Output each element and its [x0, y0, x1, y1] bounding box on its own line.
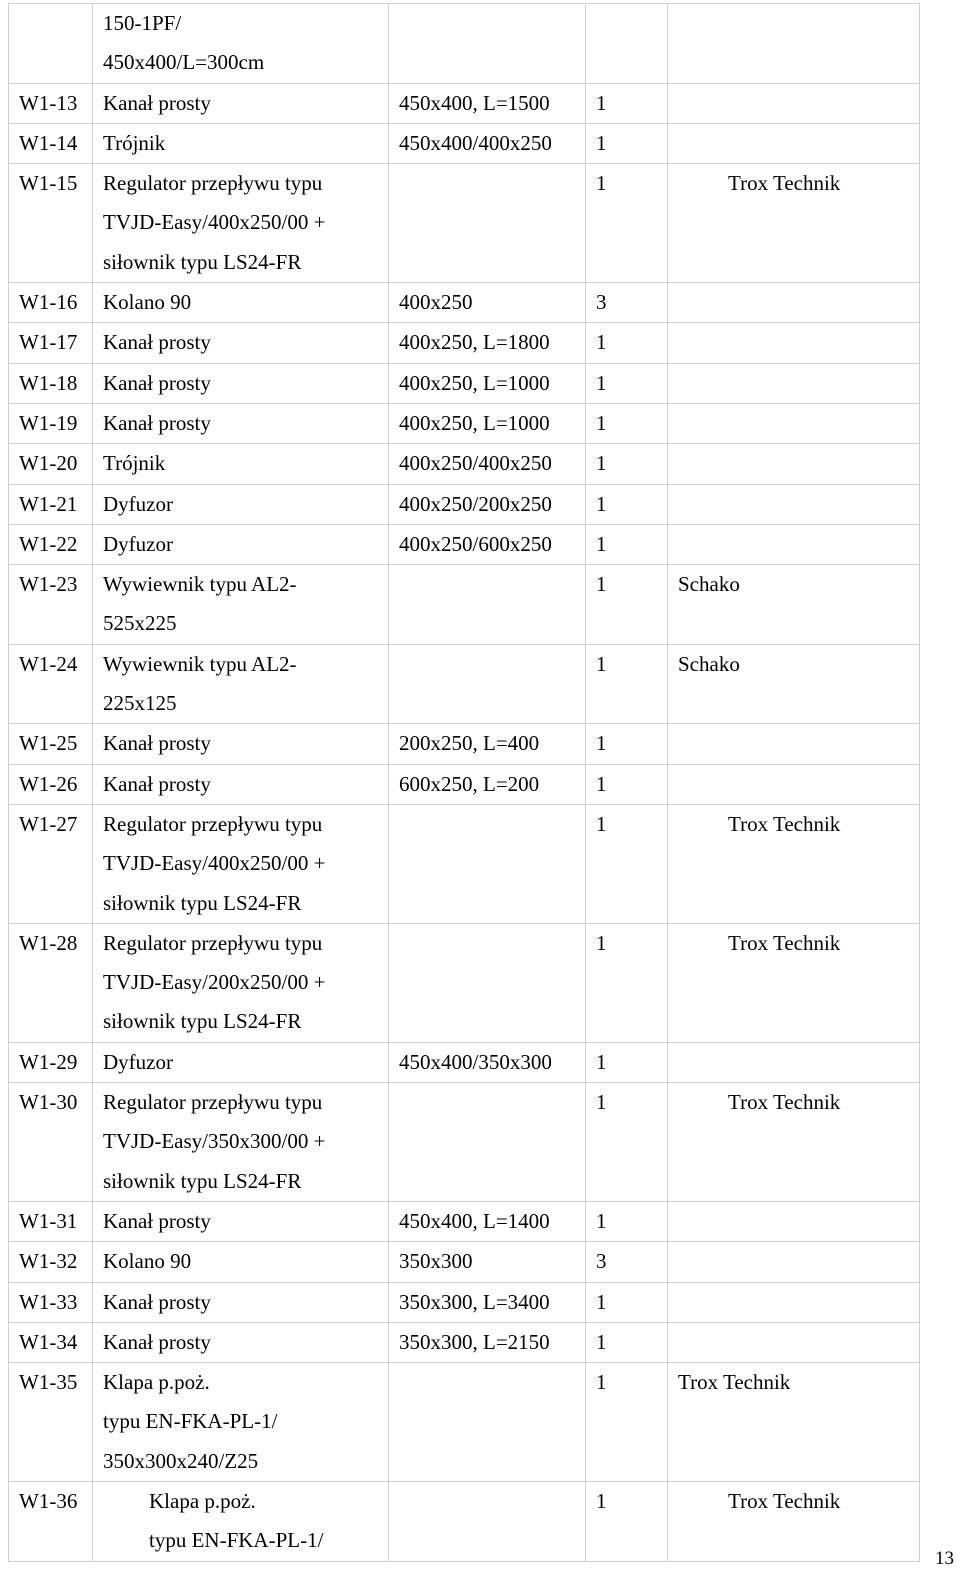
cell-size	[389, 164, 586, 283]
cell-qty: 1	[586, 764, 668, 804]
cell-manufacturer	[668, 283, 920, 323]
cell-code: W1-15	[9, 164, 93, 283]
table-row	[9, 565, 920, 645]
cell-size	[389, 565, 586, 645]
table-row	[9, 1242, 920, 1282]
cell-name: Kanał prosty	[93, 724, 389, 764]
cell-qty: 1	[586, 524, 668, 564]
table-row	[9, 363, 920, 403]
cell-manufacturer	[668, 363, 920, 403]
cell-size	[389, 1083, 586, 1202]
cell-qty: 1	[586, 1201, 668, 1241]
cell-manufacturer	[668, 484, 920, 524]
table-row	[9, 403, 920, 443]
cell-name: Regulator przepływu typu TVJD-Easy/200x250/00 + siłownik typu LS24-FR	[93, 923, 389, 1042]
cell-size: 400x250/600x250	[389, 524, 586, 564]
cell-qty: 1	[586, 1481, 668, 1561]
table-row	[9, 524, 920, 564]
cell-size: 600x250, L=200	[389, 764, 586, 804]
equipment-table-body	[9, 4, 920, 1562]
cell-qty: 1	[586, 444, 668, 484]
cell-code: W1-28	[9, 923, 93, 1042]
cell-name: Kanał prosty	[93, 403, 389, 443]
cell-size: 400x250	[389, 283, 586, 323]
cell-qty	[586, 4, 668, 84]
cell-code: W1-33	[9, 1282, 93, 1322]
cell-qty: 1	[586, 123, 668, 163]
cell-manufacturer	[668, 323, 920, 363]
cell-size	[389, 923, 586, 1042]
cell-code: W1-31	[9, 1201, 93, 1241]
cell-manufacturer	[668, 83, 920, 123]
cell-qty: 1	[586, 83, 668, 123]
cell-qty: 1	[586, 484, 668, 524]
cell-size	[389, 1363, 586, 1482]
cell-manufacturer: Trox Technik	[668, 923, 920, 1042]
cell-manufacturer: Trox Technik	[668, 1481, 920, 1561]
table-row	[9, 764, 920, 804]
cell-code: W1-17	[9, 323, 93, 363]
cell-manufacturer: Trox Technik	[668, 1083, 920, 1202]
cell-name: Kanał prosty	[93, 83, 389, 123]
table-row	[9, 1042, 920, 1082]
table-row	[9, 1083, 920, 1202]
cell-name: Kanał prosty	[93, 1322, 389, 1362]
table-row	[9, 724, 920, 764]
cell-code: W1-34	[9, 1322, 93, 1362]
cell-qty: 1	[586, 363, 668, 403]
cell-size	[389, 644, 586, 724]
table-row	[9, 83, 920, 123]
cell-qty: 1	[586, 1282, 668, 1322]
cell-code: W1-29	[9, 1042, 93, 1082]
cell-size: 450x400, L=1400	[389, 1201, 586, 1241]
table-row	[9, 1282, 920, 1322]
cell-manufacturer	[668, 1242, 920, 1282]
cell-size	[389, 1481, 586, 1561]
cell-code: W1-35	[9, 1363, 93, 1482]
cell-code: W1-14	[9, 123, 93, 163]
cell-manufacturer: Trox Technik	[668, 164, 920, 283]
table-row	[9, 283, 920, 323]
cell-code: W1-30	[9, 1083, 93, 1202]
cell-manufacturer	[668, 1282, 920, 1322]
cell-size: 350x300, L=2150	[389, 1322, 586, 1362]
cell-qty: 1	[586, 403, 668, 443]
cell-size: 450x400/400x250	[389, 123, 586, 163]
cell-name: Regulator przepływu typu TVJD-Easy/350x300/00 + siłownik typu LS24-FR	[93, 1083, 389, 1202]
cell-name: Regulator przepływu typu TVJD-Easy/400x250/00 + siłownik typu LS24-FR	[93, 164, 389, 283]
table-row	[9, 804, 920, 923]
cell-qty: 1	[586, 724, 668, 764]
cell-manufacturer	[668, 123, 920, 163]
cell-code: W1-24	[9, 644, 93, 724]
cell-name: Kanał prosty	[93, 323, 389, 363]
cell-size: 400x250, L=1000	[389, 363, 586, 403]
cell-size: 400x250, L=1000	[389, 403, 586, 443]
cell-name: Regulator przepływu typu TVJD-Easy/400x250/00 + siłownik typu LS24-FR	[93, 804, 389, 923]
cell-manufacturer: Schako	[668, 644, 920, 724]
equipment-table	[8, 3, 920, 1562]
cell-name: Trójnik	[93, 123, 389, 163]
cell-size: 450x400, L=1500	[389, 83, 586, 123]
cell-code: W1-25	[9, 724, 93, 764]
cell-manufacturer	[668, 1201, 920, 1241]
cell-code: W1-36	[9, 1481, 93, 1561]
cell-code: W1-18	[9, 363, 93, 403]
table-row	[9, 923, 920, 1042]
cell-manufacturer	[668, 1322, 920, 1362]
cell-name: Dyfuzor	[93, 524, 389, 564]
cell-name: Kolano 90	[93, 283, 389, 323]
cell-code: W1-19	[9, 403, 93, 443]
cell-manufacturer: Schako	[668, 565, 920, 645]
cell-code: W1-20	[9, 444, 93, 484]
cell-name: Klapa p.poż. typu EN-FKA-PL-1/	[93, 1481, 389, 1561]
cell-size	[389, 4, 586, 84]
cell-qty: 3	[586, 283, 668, 323]
cell-qty: 1	[586, 923, 668, 1042]
cell-manufacturer	[668, 724, 920, 764]
table-row	[9, 164, 920, 283]
table-row	[9, 1322, 920, 1362]
table-row	[9, 484, 920, 524]
cell-qty: 1	[586, 323, 668, 363]
cell-name: Wywiewnik typu AL2- 225x125	[93, 644, 389, 724]
cell-manufacturer	[668, 1042, 920, 1082]
cell-code: W1-16	[9, 283, 93, 323]
table-row	[9, 1201, 920, 1241]
cell-qty: 1	[586, 1042, 668, 1082]
cell-qty: 1	[586, 1363, 668, 1482]
cell-code	[9, 4, 93, 84]
table-row	[9, 644, 920, 724]
cell-code: W1-26	[9, 764, 93, 804]
cell-size: 200x250, L=400	[389, 724, 586, 764]
cell-name: Kanał prosty	[93, 1201, 389, 1241]
cell-manufacturer	[668, 4, 920, 84]
cell-code: W1-23	[9, 565, 93, 645]
table-row	[9, 323, 920, 363]
table-row	[9, 1363, 920, 1482]
cell-name: Dyfuzor	[93, 484, 389, 524]
cell-manufacturer	[668, 444, 920, 484]
table-row	[9, 444, 920, 484]
cell-name: Kanał prosty	[93, 1282, 389, 1322]
cell-size: 350x300	[389, 1242, 586, 1282]
cell-size: 400x250/400x250	[389, 444, 586, 484]
cell-name: Wywiewnik typu AL2- 525x225	[93, 565, 389, 645]
cell-code: W1-13	[9, 83, 93, 123]
cell-name: Kolano 90	[93, 1242, 389, 1282]
cell-manufacturer	[668, 764, 920, 804]
cell-code: W1-21	[9, 484, 93, 524]
table-row	[9, 4, 920, 84]
cell-size: 350x300, L=3400	[389, 1282, 586, 1322]
cell-manufacturer: Trox Technik	[668, 1363, 920, 1482]
cell-qty: 1	[586, 804, 668, 923]
table-row	[9, 1481, 920, 1561]
cell-name: Dyfuzor	[93, 1042, 389, 1082]
cell-qty: 1	[586, 644, 668, 724]
cell-name: Kanał prosty	[93, 363, 389, 403]
cell-code: W1-27	[9, 804, 93, 923]
cell-manufacturer	[668, 403, 920, 443]
cell-manufacturer: Trox Technik	[668, 804, 920, 923]
cell-qty: 1	[586, 164, 668, 283]
cell-qty: 1	[586, 1083, 668, 1202]
page-number: 13	[935, 1548, 954, 1569]
cell-qty: 3	[586, 1242, 668, 1282]
cell-size: 400x250/200x250	[389, 484, 586, 524]
cell-name: 150-1PF/ 450x400/L=300cm	[93, 4, 389, 84]
cell-code: W1-22	[9, 524, 93, 564]
cell-name: Klapa p.poż. typu EN-FKA-PL-1/ 350x300x240/Z25	[93, 1363, 389, 1482]
cell-manufacturer	[668, 524, 920, 564]
cell-name: Trójnik	[93, 444, 389, 484]
table-row	[9, 123, 920, 163]
cell-size: 450x400/350x300	[389, 1042, 586, 1082]
cell-qty: 1	[586, 565, 668, 645]
cell-size	[389, 804, 586, 923]
cell-code: W1-32	[9, 1242, 93, 1282]
cell-name: Kanał prosty	[93, 764, 389, 804]
cell-size: 400x250, L=1800	[389, 323, 586, 363]
cell-qty: 1	[586, 1322, 668, 1362]
